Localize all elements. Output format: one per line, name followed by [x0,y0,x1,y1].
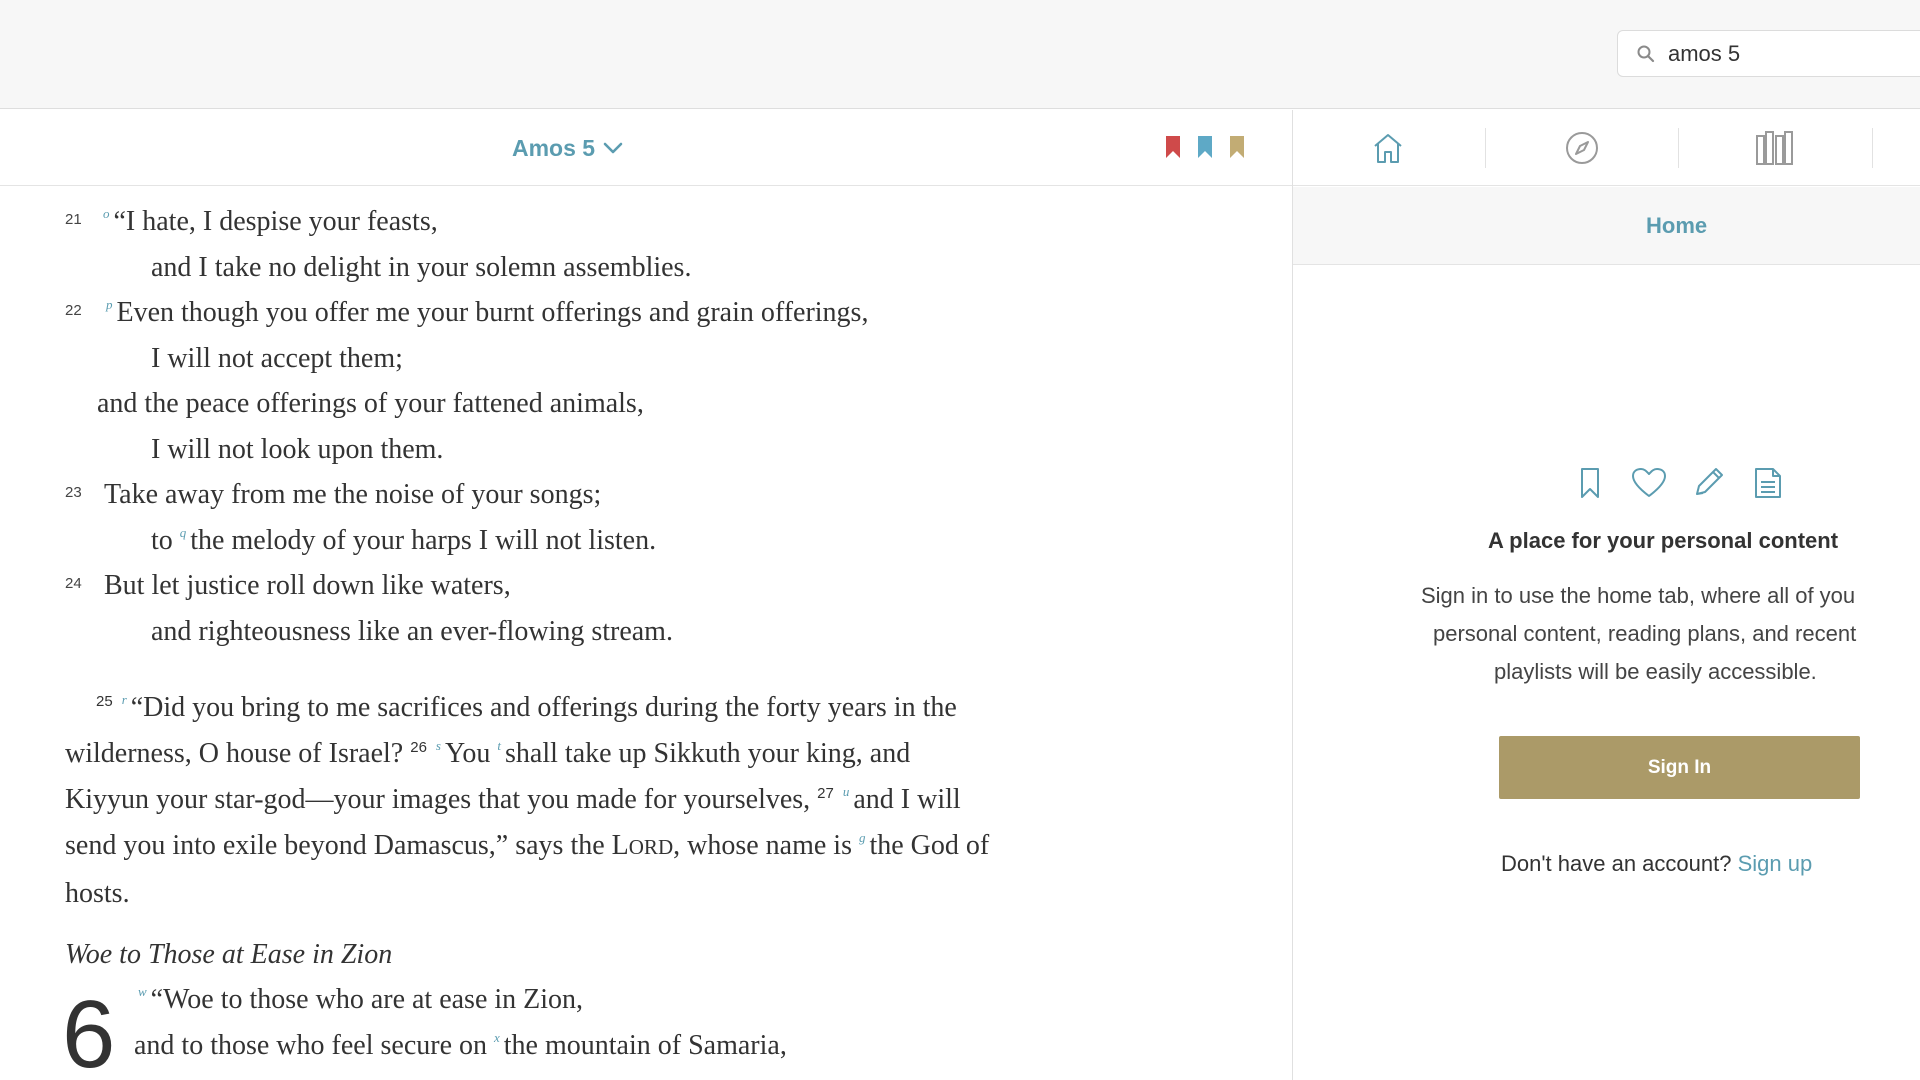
nav-home[interactable] [1368,128,1408,168]
verse-number: 23 [65,484,82,501]
footnote-marker[interactable]: t [497,738,502,753]
personal-title: A place for your personal content [1488,528,1839,553]
verse-text: and I will [853,784,961,815]
blue-bookmark-icon[interactable] [1198,136,1212,158]
personal-desc-line: personal content, reading plans, and recent [1433,621,1857,646]
verse-line [151,525,656,557]
signup-prompt-text: Don't have an account? [1501,851,1732,876]
verse-text: , whose name is [673,830,852,861]
tab-home-label: Home [1646,213,1708,238]
verse-line: But let justice roll down like waters, [104,570,511,601]
right-panel-nav [1293,110,1920,186]
footnote-marker[interactable]: u [842,784,850,799]
verse-line: and I take no delight in your solemn assemblies. [151,252,692,283]
section-heading: Woe to Those at Ease in Zion [65,939,393,970]
verse-line: I will not look upon them. [151,434,444,465]
scripture-text [0,187,1292,1080]
chevron-down-icon [603,141,623,155]
verse-text: “I hate, I despise your feasts, [113,206,438,237]
bookmark-icon [1572,465,1608,501]
library-icon [1755,130,1795,166]
footnote-marker[interactable]: g [858,830,866,845]
verse-line [65,784,961,816]
verse-text: the God of [869,830,990,861]
reader-header [0,110,1292,186]
verse-line [106,297,868,329]
verse-text: the mountain of Samaria, [503,1030,787,1061]
tan-bookmark-icon[interactable] [1230,136,1244,158]
sign-in-button[interactable]: Sign In [1499,736,1860,799]
nav-discover[interactable] [1562,128,1602,168]
verse-line: I will not accept them; [151,343,403,374]
chapter-selector[interactable] [512,132,623,164]
verse-line [65,830,989,862]
verse-number: 27 [817,785,834,802]
verse-line: hosts. [65,878,130,909]
verse-text: shall take up Sikkuth your king, and [505,738,911,769]
verse-text: send you into exile beyond Damascus,” says the L [65,830,629,861]
search-icon [1636,44,1656,64]
personal-desc-line: playlists will be easily accessible. [1494,659,1817,684]
verse-line: Take away from me the noise of your songs; [104,479,602,510]
chapter-label: Amos 5 [512,134,596,161]
verse-line [134,1030,787,1062]
nav-separator [1678,128,1679,168]
home-icon [1371,131,1405,165]
nav-separator [1485,128,1486,168]
verse-line: and the peace offerings of your fattened animals, [97,388,644,419]
verse-text: to [151,525,173,556]
search-input[interactable] [1668,39,1918,69]
verse-line [138,984,583,1016]
personal-content-panel [1293,265,1920,1080]
signup-prompt [1501,851,1812,877]
heart-icon [1631,465,1667,501]
verse-text: the melody of your harps I will not listen. [190,525,657,556]
footnote-marker[interactable]: o [103,206,110,221]
verse-line [103,206,438,238]
search-box[interactable] [1617,30,1920,77]
tab-home[interactable] [1293,187,1920,265]
footnote-marker[interactable]: w [138,984,147,999]
note-icon [1750,465,1786,501]
verse-number: 21 [65,211,82,228]
personal-desc-line: Sign in to use the home tab, where all of you [1421,583,1856,608]
nav-separator [1872,128,1873,168]
top-bar [0,0,1920,109]
verse-text: Kiyyun your star-god—your images that you made for yourselves, [65,784,811,815]
footnote-marker[interactable]: x [494,1030,500,1045]
verse-number: 25 [96,693,113,710]
verse-text: and to those who feel secure on [134,1030,487,1061]
verse-number: 22 [65,302,82,319]
chapter-number: 6 [62,981,116,1080]
footnote-marker[interactable]: r [121,692,127,707]
verse-line [65,738,910,770]
verse-number: 26 [410,739,427,756]
footnote-marker[interactable]: q [179,525,187,540]
footnote-marker[interactable]: s [435,738,441,753]
verse-text: “Woe to those who are at ease in Zion, [150,984,584,1015]
verse-line [96,692,957,724]
nav-library[interactable] [1755,128,1795,168]
verse-text: Even though you offer me your burnt offerings and grain offerings, [116,297,869,328]
personal-icon-row [1293,465,1920,505]
pencil-icon [1690,465,1726,501]
verse-line: and righteousness like an ever-flowing stream. [151,616,673,647]
verse-text: wilderness, O house of Israel? [65,738,404,769]
verse-text: “Did you bring to me sacrifices and offerings during the forty years in the [130,692,957,723]
compass-icon [1564,130,1600,166]
sign-up-link[interactable]: Sign up [1737,851,1813,876]
verse-text: You [444,738,491,769]
footnote-marker[interactable]: p [106,297,113,312]
verse-number: 24 [65,575,82,592]
red-bookmark-icon[interactable] [1166,136,1180,158]
small-caps-lord: ORD [628,835,674,859]
